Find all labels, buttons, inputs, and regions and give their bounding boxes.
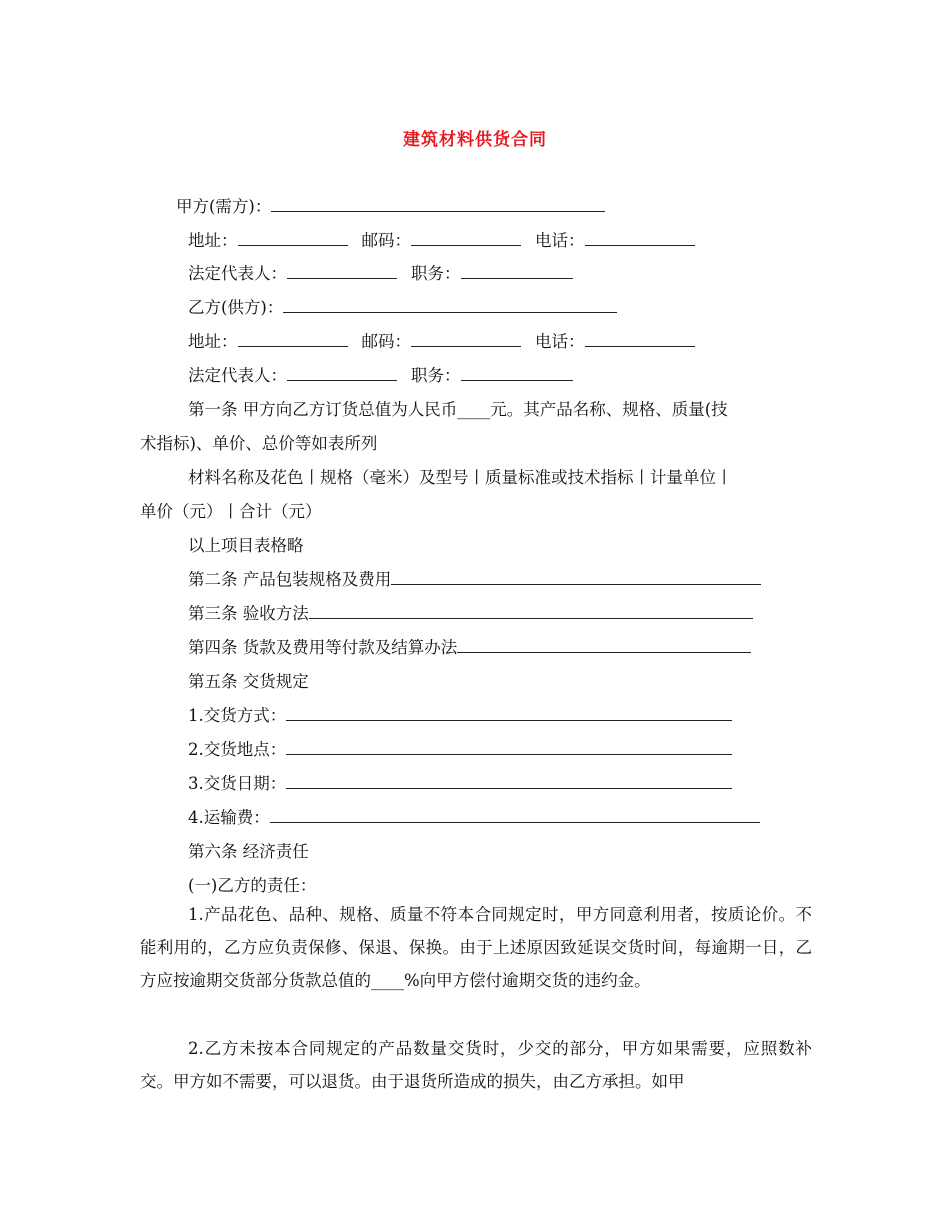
article-5-heading: 第五条 交货规定 [188,672,309,691]
article-3-line [188,603,753,625]
table-header-line-2: 单价（元）丨合计（元） [140,502,322,521]
party-a-zip-label: 邮码： [361,231,411,250]
delivery-date-blank [286,773,732,789]
party-b-phone-blank [585,331,695,347]
party-b-post-blank [461,365,573,381]
party-a-phone-label: 电话： [535,231,585,250]
freight-line [188,807,760,829]
freight-label: 4.运输费： [188,808,270,827]
party-b-line [188,297,617,319]
delivery-place-line [188,739,732,761]
table-note: 以上项目表格略 [188,536,304,555]
party-b-duty-heading: (一)乙方的责任： [188,876,317,895]
article-6-heading: 第六条 经济责任 [188,842,309,861]
clause-1-paragraph: 1.产品花色、品种、规格、质量不符本合同规定时，甲方同意利用者，按质论价。不能利用的，乙方应负责保修、保退、保换。由于上述原因致延误交货时间，每逾期一日，乙方应按逾期交货部分货款总值的____%向甲方偿付逾期交货的违约金。 [140,905,812,990]
article-2-blank [391,569,761,585]
party-b-rep-line [188,365,573,387]
party-a-post-label: 职务： [411,264,461,283]
party-b-contact-line [188,331,695,353]
delivery-method-blank [286,705,732,721]
delivery-place-label: 2.交货地点： [188,740,287,759]
document-title: 建筑材料供货合同 [403,130,547,150]
party-b-zip-blank [411,331,521,347]
party-b-address-label: 地址： [188,332,238,351]
party-a-contact-line [188,230,695,252]
party-a-zip-blank [411,230,521,246]
party-a-rep-blank [287,263,397,279]
party-b-phone-label: 电话： [535,332,585,351]
party-b-post-label: 职务： [411,366,461,385]
delivery-date-label: 3.交货日期： [188,774,287,793]
party-a-rep-label: 法定代表人： [188,264,287,283]
party-b-rep-label: 法定代表人： [188,366,287,385]
freight-blank [270,807,760,823]
delivery-place-blank [286,739,732,755]
table-header-line-1: 材料名称及花色丨规格（毫米）及型号丨质量标准或技术指标丨计量单位丨 [188,468,733,487]
article-1-line-2: 术指标)、单价、总价等如表所列 [140,434,378,453]
delivery-method-label: 1.交货方式： [188,706,287,725]
party-b-address-blank [238,331,348,347]
party-a-post-blank [461,263,573,279]
clause-2-paragraph: 2.乙方未按本合同规定的产品数量交货时，少交的部分，甲方如果需要，应照数补交。甲方如不需要，可以退货。由于退货所造成的损失，由乙方承担。如甲 [140,1039,812,1091]
delivery-date-line [188,773,732,795]
party-b-zip-label: 邮码： [361,332,411,351]
party-a-address-label: 地址： [188,231,238,250]
party-a-label: 甲方(需方)： [176,197,272,216]
article-2-text: 第二条 产品包装规格及费用 [188,570,392,589]
party-a-blank [271,196,605,212]
party-b-label: 乙方(供方)： [188,298,284,317]
article-3-blank [309,603,753,619]
party-a-line [176,196,605,218]
article-1-line-1: 第一条 甲方向乙方订货总值为人民币____元。其产品名称、规格、质量(技 [188,400,728,419]
article-4-text: 第四条 货款及费用等付款及结算办法 [188,638,458,657]
party-a-address-blank [238,230,348,246]
party-b-blank [283,297,617,313]
party-b-rep-blank [287,365,397,381]
article-4-blank [457,637,751,653]
party-a-phone-blank [585,230,695,246]
article-4-line [188,637,751,659]
article-3-text: 第三条 验收方法 [188,604,309,623]
article-2-line [188,569,761,591]
party-a-rep-line [188,263,573,285]
delivery-method-line [188,705,732,727]
